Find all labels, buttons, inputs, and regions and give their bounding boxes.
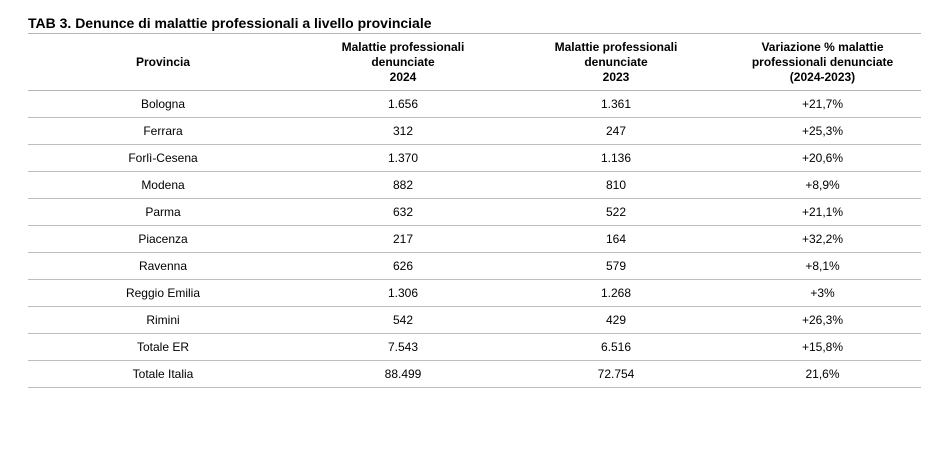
table-row [28, 145, 921, 172]
cell-2024: 217 [392, 232, 414, 246]
cell-2024: 1.370 [387, 151, 419, 165]
cell-provincia: Ravenna [138, 259, 188, 273]
cell-2024: 882 [392, 178, 414, 192]
cell-provincia: Parma [145, 205, 181, 219]
header-2023-line1: Malattie professionali [554, 39, 678, 54]
table-row [28, 361, 921, 388]
header-2024-line1: Malattie professionali [341, 39, 465, 54]
cell-2023: 247 [605, 124, 627, 138]
cell-2023: 522 [605, 205, 627, 219]
table-row [28, 91, 921, 118]
cell-2023: 810 [605, 178, 627, 192]
table-row [28, 199, 921, 226]
cell-provincia: Forlì-Cesena [128, 151, 198, 165]
cell-2024: 7.543 [387, 340, 419, 354]
header-provincia-label: Provincia [135, 54, 191, 69]
table-title: TAB 3. Denunce di malattie professionali a livello provinciale [28, 15, 432, 31]
cell-2024: 1.306 [387, 286, 419, 300]
cell-variazione: +3% [810, 286, 835, 300]
cell-2024: 1.656 [387, 97, 419, 111]
cell-variazione: +15,8% [801, 340, 844, 354]
header-row [28, 34, 921, 91]
cell-provincia: Totale Italia [132, 367, 194, 381]
table-row [28, 280, 921, 307]
cell-2023: 164 [605, 232, 627, 246]
cell-provincia: Piacenza [138, 232, 188, 246]
cell-2024: 88.499 [384, 367, 422, 381]
header-2024-line3: 2024 [389, 69, 417, 84]
cell-provincia: Totale ER [136, 340, 190, 354]
cell-2023: 1.136 [600, 151, 632, 165]
cell-provincia: Bologna [140, 97, 186, 111]
cell-2023: 579 [605, 259, 627, 273]
header-2023-line3: 2023 [602, 69, 630, 84]
document [28, 14, 921, 388]
cell-provincia: Rimini [146, 313, 180, 327]
cell-variazione: +8,9% [805, 178, 840, 192]
header-provincia [28, 34, 298, 91]
header-2023 [508, 34, 724, 91]
header-2023-line2: denunciate [584, 54, 648, 69]
table-row [28, 172, 921, 199]
cell-variazione: +8,1% [805, 259, 840, 273]
table-row [28, 307, 921, 334]
cell-provincia: Ferrara [143, 124, 183, 138]
cell-2024: 626 [392, 259, 414, 273]
cell-provincia: Reggio Emilia [125, 286, 201, 300]
cell-variazione: 21,6% [805, 367, 840, 381]
cell-variazione: +20,6% [801, 151, 844, 165]
cell-2024: 542 [392, 313, 414, 327]
cell-variazione: +21,1% [801, 205, 844, 219]
cell-2023: 1.268 [600, 286, 632, 300]
table-row [28, 334, 921, 361]
table-row [28, 226, 921, 253]
provincial-table [28, 33, 921, 388]
header-2024 [298, 34, 508, 91]
header-2024-line2: denunciate [371, 54, 435, 69]
cell-2023: 6.516 [600, 340, 632, 354]
cell-variazione: +32,2% [801, 232, 844, 246]
header-variazione-line1: Variazione % malattie [761, 39, 884, 54]
cell-2023: 429 [605, 313, 627, 327]
cell-variazione: +25,3% [801, 124, 844, 138]
header-variazione-line2: professionali denunciate [751, 54, 894, 69]
cell-2023: 72.754 [597, 367, 635, 381]
header-variazione [724, 34, 921, 91]
cell-2023: 1.361 [600, 97, 632, 111]
cell-2024: 632 [392, 205, 414, 219]
cell-2024: 312 [392, 124, 414, 138]
table-row [28, 118, 921, 145]
header-variazione-line3: (2024-2023) [789, 69, 856, 84]
cell-variazione: +21,7% [801, 97, 844, 111]
cell-provincia: Modena [141, 178, 185, 192]
cell-variazione: +26,3% [801, 313, 844, 327]
table-row [28, 253, 921, 280]
